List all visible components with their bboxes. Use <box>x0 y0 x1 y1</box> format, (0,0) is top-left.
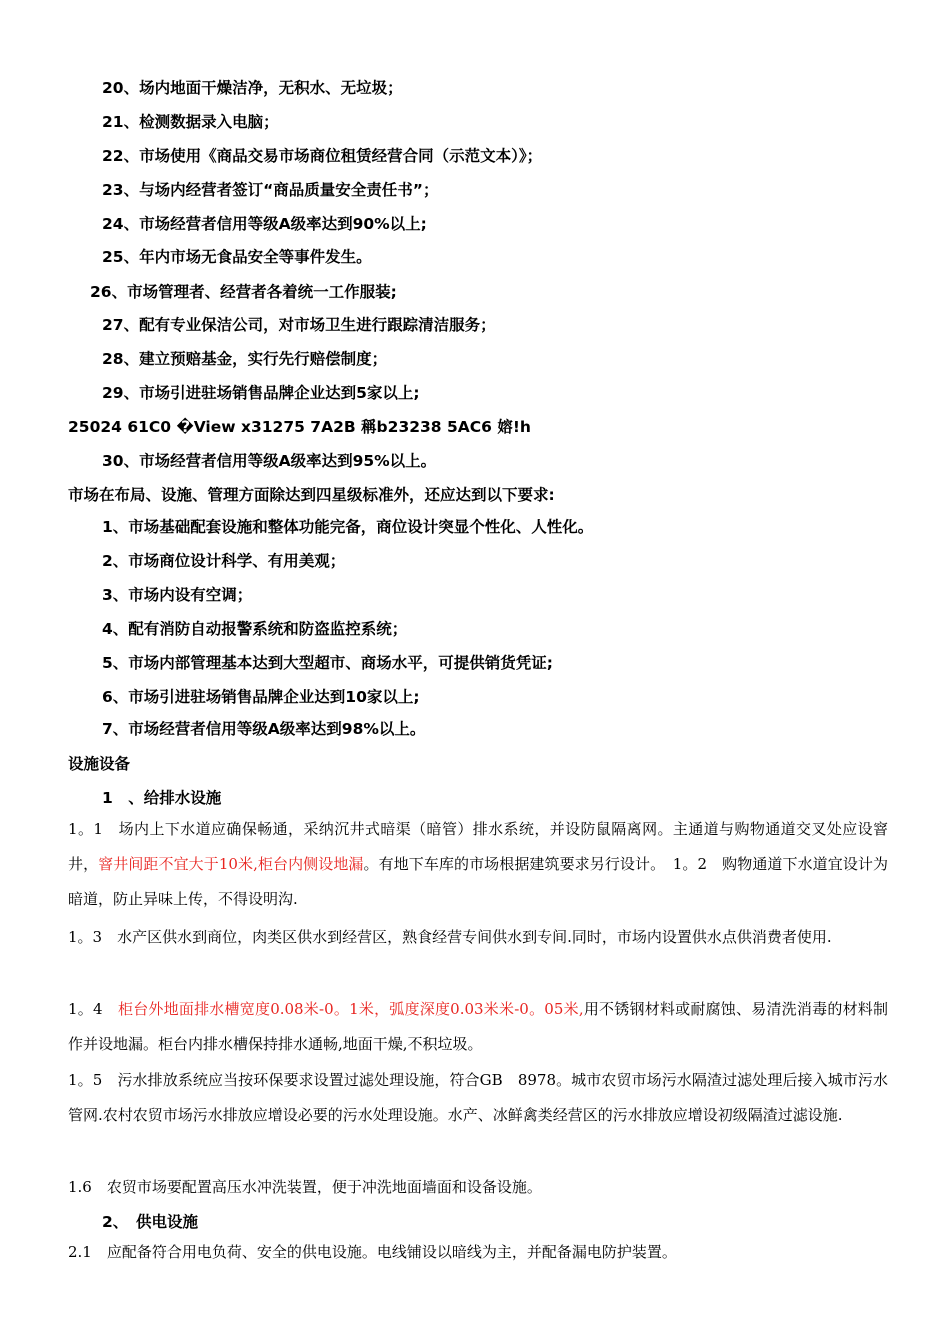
list-item: 4、配有消防自动报警系统和防盗监控系统； <box>102 620 408 638</box>
paragraph-1-1 <box>68 812 888 917</box>
list-item: 1、市场基础配套设施和整体功能完备，商位设计突显个性化、人性化。 <box>102 518 594 536</box>
paragraph-text: 用不锈钢材料或耐腐蚀、易清洗消毒的材料制作并设地漏。柜台内排水槽保持排水通畅,地面干燥,不积垃圾。 <box>68 1000 889 1053</box>
garbled-text-line: 25024 61C0 �View x31275 7A2B 稱b23238 5AC6 嫆!h <box>68 418 531 436</box>
subsection-title: 2、 供电设施 <box>102 1213 199 1231</box>
list-item: 21、检测数据录入电脑； <box>102 113 279 131</box>
paragraph-text: 。有地下车库的市场根据建筑要求另行设计。 1。2 购物通道下水道宜设计为暗道，防止异味上传，不得设明沟. <box>68 855 888 908</box>
list-item: 3、市场内设有空调； <box>102 586 253 604</box>
paragraph-text: 1。1 场内上下水道应确保畅通，采纳沉井式暗渠（暗管）排水系统，并设防鼠隔离网。主通道与购物通道交叉处应设窨井， <box>68 820 888 873</box>
list-item: 2、市场商位设计科学、有用美观； <box>102 552 346 570</box>
paragraph-1-5: 1。5 污水排放系统应当按环保要求设置过滤处理设施，符合GB 8978。城市农贸市场污水隔渣过滤处理后接入城市污水管网.农村农贸市场污水排放应增设必要的污水处理设施。水产、冰鲜禽类经营区的污水排放应增设初级隔渣过滤设施. <box>68 1071 888 1124</box>
list-item: 28、建立预赔基金，实行先行赔偿制度； <box>102 350 388 368</box>
list-item: 26、市场管理者、经营者各着统一工作服装; <box>90 283 397 301</box>
paragraph-1-6: 1.6 农贸市场要配置高压水冲洗装置，便于冲洗地面墙面和设备设施。 <box>68 1178 542 1196</box>
paragraph-text: 1。4 <box>68 1000 118 1018</box>
list-item: 30、市场经营者信用等级A级率达到95%以上。 <box>102 452 437 470</box>
highlighted-text: 柜台外地面排水槽宽度0.08米-0。1米，弧度深度0.03米米-0。05米, <box>117 1000 584 1018</box>
paragraph-1-3: 1。3 水产区供水到商位，肉类区供水到经营区，熟食经营专间供水到专间.同时，市场内设置供水点供消费者使用. <box>68 928 832 946</box>
list-item: 23、与场内经营者签订“商品质量安全责任书”； <box>102 181 439 199</box>
paragraph-2-1: 2.1 应配备符合用电负荷、安全的供电设施。电线铺设以暗线为主，并配备漏电防护装置。 <box>68 1243 677 1261</box>
section-title: 设施设备 <box>68 755 131 773</box>
list-item: 6、市场引进驻场销售品牌企业达到10家以上; <box>102 688 420 706</box>
list-item: 25、年内市场无食品安全等事件发生。 <box>102 248 372 266</box>
list-item: 7、市场经营者信用等级A级率达到98%以上。 <box>102 720 426 738</box>
list-item: 29、市场引进驻场销售品牌企业达到5家以上; <box>102 384 420 402</box>
highlighted-text: 窨井间距不宜大于10米,柜台内侧设地漏 <box>98 855 364 873</box>
list-item: 24、市场经营者信用等级A级率达到90%以上; <box>102 215 427 233</box>
five-star-intro: 市场在布局、设施、管理方面除达到四星级标准外，还应达到以下要求: <box>68 486 555 504</box>
list-item: 20、场内地面干燥洁净，无积水、无垃圾； <box>102 79 403 97</box>
paragraph-1-4 <box>68 992 888 1062</box>
list-item: 5、市场内部管理基本达到大型超市、商场水平，可提供销货凭证; <box>102 654 553 672</box>
list-item: 22、市场使用《商品交易市场商位租赁经营合同（示范文本）》； <box>102 147 543 165</box>
subsection-title: 1 、给排水设施 <box>102 789 222 807</box>
list-item: 27、配有专业保洁公司，对市场卫生进行跟踪清洁服务； <box>102 316 496 334</box>
